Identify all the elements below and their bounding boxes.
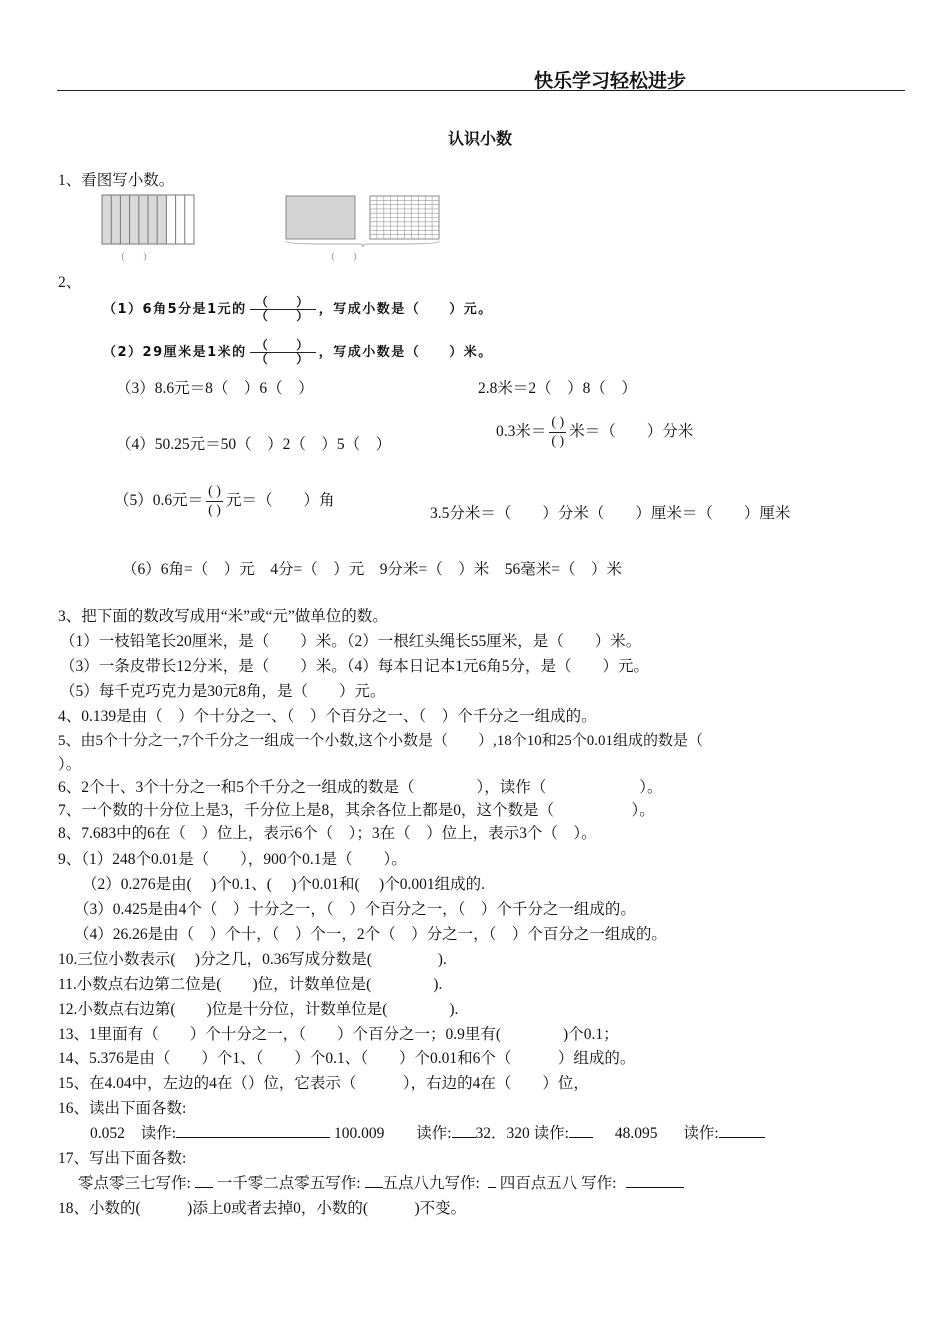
q1-answer-2: （ ） bbox=[326, 252, 363, 262]
q10: 10.三位小数表示( )分之几，0.36写成分数是( ). bbox=[58, 951, 447, 968]
fraction-numerator: ( ) bbox=[549, 414, 566, 433]
q2-line4-left: （4）50.25元＝50（ ）2（ ）5（ ） bbox=[116, 436, 392, 453]
q15: 15、在4.04中，左边的4在（）位，它表示（ ），右边的4在（ ）位， bbox=[58, 1075, 589, 1092]
fraction-denominator: （ ） bbox=[255, 309, 310, 323]
q17-blank-b[interactable] bbox=[365, 1173, 383, 1188]
q16-read-2: 读作: bbox=[416, 1125, 452, 1142]
q16-blank-2[interactable] bbox=[452, 1123, 476, 1138]
q2-line5-tail: 元＝（ ）角 bbox=[225, 492, 335, 510]
q1-answer-1: （ ） bbox=[116, 252, 153, 262]
q2-line1 bbox=[103, 296, 493, 323]
fraction-denominator: ( ) bbox=[551, 434, 565, 449]
q16-read-1: 读作: bbox=[140, 1125, 177, 1142]
q1-grid-figure bbox=[284, 195, 444, 247]
q7: 7、一个数的十分位上是3，千分位上是8，其余各位上都是0，这个数是（ ）。 bbox=[58, 802, 655, 819]
q16-number-3: 32．320 bbox=[475, 1125, 530, 1142]
q16-number-1: 0.052 bbox=[90, 1125, 125, 1142]
q2-line5-left bbox=[114, 483, 334, 520]
q18: 18、小数的( )添上0或者去掉0，小数的( )不变。 bbox=[58, 1200, 467, 1217]
header-rule bbox=[57, 90, 905, 91]
header-slogan: 快乐学习轻松进步 bbox=[534, 70, 687, 92]
q6: 6、2个十、3个十分之一和5个千分之一组成的数是（ ），读作（ ）。 bbox=[58, 779, 663, 796]
q17-item-d: 四百点五八 写作: bbox=[499, 1175, 617, 1192]
q2-line6: （6）6角=（ ）元 4分=（ ）元 9分米=（ ）米 56毫米=（ ）米 bbox=[122, 561, 622, 578]
q2-line5-fraction bbox=[206, 483, 223, 520]
fraction-denominator: （ ） bbox=[255, 352, 310, 366]
fraction-denominator: ( ) bbox=[208, 503, 221, 518]
q1-label: 1、看图写小数。 bbox=[58, 172, 175, 189]
q2-line4-tail: 米＝（ ）分米 bbox=[569, 423, 694, 441]
q16-read-3: 读作: bbox=[533, 1125, 569, 1142]
q17-blank-c[interactable] bbox=[488, 1173, 496, 1188]
q17-item-c: 五点八九写作: bbox=[382, 1175, 480, 1192]
q2-line1-tail: ，写成小数是（ ）元。 bbox=[318, 302, 493, 317]
q16-number-2: 100.009 bbox=[333, 1125, 385, 1142]
page-title: 认识小数 bbox=[448, 129, 513, 148]
fraction-numerator: （ ） bbox=[250, 339, 316, 353]
q2-label: 2、 bbox=[58, 274, 82, 291]
q13: 13、1里面有（ ）个十分之一，（ ）个百分之一；0.9里有( )个0.1； bbox=[58, 1026, 619, 1043]
q12: 12.小数点右边第( )位是十分位，计数单位是( ). bbox=[58, 1001, 459, 1018]
q3-line1: （1）一枝铅笔长20厘米，是（ ）米。（2）一根红头绳长55厘米，是（ ）米。 bbox=[60, 633, 642, 650]
q16-label: 16、读出下面各数: bbox=[58, 1100, 187, 1117]
fraction-numerator: ( ) bbox=[206, 483, 223, 502]
q3-line3: （5）每千克巧克力是30元8角，是（ ）元。 bbox=[60, 683, 386, 700]
q9-line1: 9、（1）248个0.01是（ ），900个0.1是（ ）。 bbox=[58, 851, 407, 868]
q2-line5-right: 3.5分米＝（ ）分米（ ）厘米＝（ ）厘米 bbox=[430, 505, 791, 522]
q16-items bbox=[90, 1121, 765, 1143]
q2-line2 bbox=[103, 339, 493, 366]
q1-strips-figure bbox=[101, 194, 197, 246]
q17-blank-d[interactable] bbox=[626, 1173, 684, 1188]
q2-line4-text: 0.3米＝ bbox=[496, 423, 547, 441]
q9-line3: （3）0.425是由4个（ ）十分之一，（ ）个百分之一，（ ）个千分之一组成的。 bbox=[74, 901, 636, 918]
q2-line3-right: 2.8米＝2（ ）8（ ） bbox=[478, 380, 637, 397]
q17-label: 17、写出下面各数: bbox=[58, 1150, 187, 1167]
fraction-numerator: （ ） bbox=[250, 296, 316, 310]
q2-line2-fraction bbox=[250, 339, 316, 366]
q2-line4-right bbox=[496, 414, 693, 451]
q17-items bbox=[78, 1171, 684, 1193]
q9-line4: （4）26.26是由（ ）个十，（ ）个一，2个（ ）分之一，（ ）个百分之一组成的。 bbox=[74, 926, 667, 943]
q9-line2: （2）0.276是由( )个0.1、( )个0.01和( )个0.001组成的. bbox=[82, 876, 485, 893]
q11: 11.小数点右边第二位是( )位，计数单位是( ). bbox=[58, 976, 443, 993]
q16-number-4: 48.095 bbox=[614, 1125, 658, 1142]
q4: 4、0.139是由（ ）个十分之一、（ ）个百分之一、（ ）个千分之一组成的。 bbox=[58, 708, 597, 725]
q2-line3-left: （3）8.6元＝8（ ）6（ ） bbox=[116, 380, 314, 397]
q14: 14、5.376是由（ ）个1、（ ）个0.1、（ ）个0.01和6个（ ）组成的。 bbox=[58, 1050, 636, 1067]
q16-blank-3[interactable] bbox=[569, 1123, 593, 1138]
q2-line1-fraction bbox=[250, 296, 316, 323]
q16-blank-1[interactable] bbox=[176, 1123, 330, 1138]
q2-line4-fraction bbox=[549, 414, 566, 451]
q16-blank-4[interactable] bbox=[719, 1123, 765, 1138]
q2-line5-text: （5）0.6元＝ bbox=[114, 492, 204, 510]
q17-blank-a[interactable] bbox=[195, 1173, 213, 1188]
q2-line1-text: （1）6角5分是1元的 bbox=[103, 302, 247, 317]
q2-line2-tail: ，写成小数是（ ）米。 bbox=[318, 345, 493, 360]
q5-line2: ）。 bbox=[58, 756, 82, 773]
q3-label: 3、把下面的数改写成用“米”或“元”做单位的数。 bbox=[58, 608, 388, 625]
q5-line1: 5、由5个十分之一,7个千分之一组成一个小数,这个小数是（ ）,18个10和25个0.01组成的数是（ bbox=[58, 733, 704, 749]
q8: 8、7.683中的6在（ ）位上，表示6个（ ）；3在（ ）位上，表示3个（ ）。 bbox=[58, 825, 597, 842]
q2-line2-text: （2）29厘米是1米的 bbox=[103, 345, 247, 360]
q16-read-4: 读作: bbox=[683, 1125, 719, 1142]
q17-item-a: 零点零三七写作: bbox=[78, 1175, 191, 1192]
q17-item-b: 一千零二点零五写作: bbox=[216, 1175, 361, 1192]
q3-line2: （3）一条皮带长12分米，是（ ）米。（4）每本日记本1元6角5分，是（ ）元。 bbox=[60, 658, 650, 675]
